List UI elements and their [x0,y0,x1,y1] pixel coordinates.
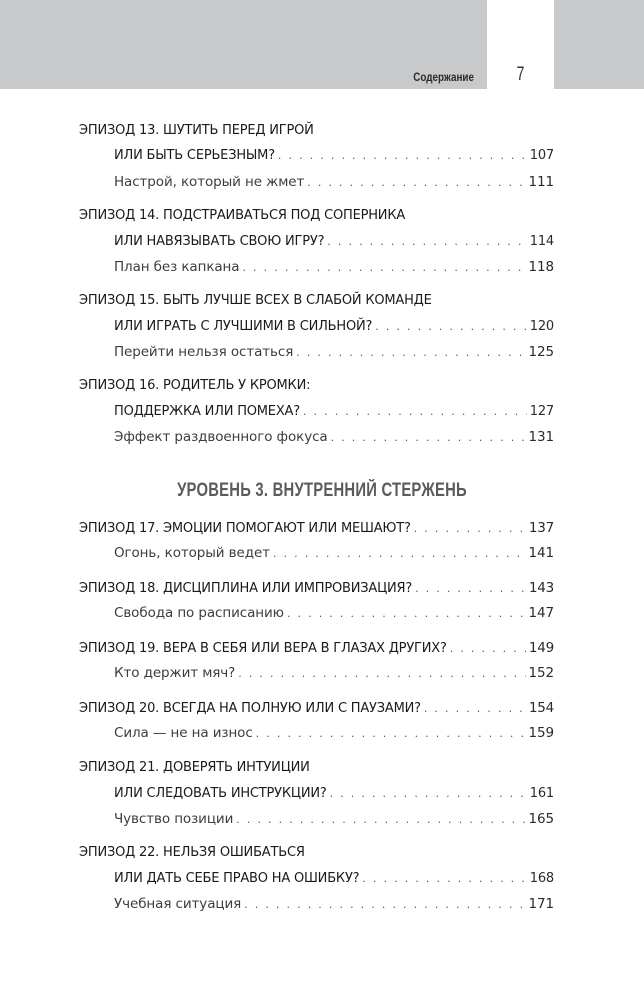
toc-episode-22-title-cont[interactable]: ИЛИ ДАТЬ СЕБЕ ПРАВО НА ОШИБКУ? . . . 168 [114,868,554,890]
leader-dots [424,698,526,720]
toc-episode-17-subsection[interactable]: Огонь, который ведет . . . 141 [114,542,554,564]
toc-episode-19-subsection[interactable]: Кто держит мяч? . . . 152 [114,662,554,684]
leader-dots [236,809,525,831]
leader-dots [242,257,525,279]
page-ref: 114 [529,234,554,249]
toc-episode-15-title-cont[interactable]: ИЛИ ИГРАТЬ С ЛУЧШИМИ В СИЛЬНОЙ? . . . 120 [114,316,554,338]
page-ref: 120 [529,319,554,334]
page-ref: 118 [528,259,554,275]
page-ref: 107 [529,148,554,163]
toc-episode-18-subsection[interactable]: Свобода по расписанию . . . 147 [114,602,554,624]
page-ref: 111 [528,174,554,190]
toc-episode-14-title-cont[interactable]: ИЛИ НАВЯЗЫВАТЬ СВОЮ ИГРУ? . . . 114 [114,231,554,253]
running-head: Содержание [413,70,474,84]
page-number: 7 [516,64,525,85]
toc-episode-14-title[interactable]: ЭПИЗОД 14. ПОДСТРАИВАТЬСЯ ПОД СОПЕРНИКА [79,208,406,223]
leader-dots [415,578,526,600]
toc-episode-13-subsection[interactable]: Настрой, который не жмет . . . 111 [114,171,554,193]
page-ref: 125 [528,344,554,360]
toc-episode-14-subsection[interactable]: План без капкана . . . 118 [114,256,554,278]
toc-episode-21-subsection[interactable]: Чувство позиции . . . 165 [114,808,554,830]
toc-episode-13-title-cont[interactable]: ИЛИ БЫТЬ СЕРЬЕЗНЫМ? . . . 107 [114,145,554,167]
leader-dots [303,401,527,423]
page-ref: 154 [528,700,554,716]
leader-dots [330,783,527,805]
page-ref: 131 [528,429,554,445]
toc-episode-22-title[interactable]: ЭПИЗОД 22. НЕЛЬЗЯ ОШИБАТЬСЯ [79,845,305,860]
page-ref: 152 [528,665,554,681]
toc-episode-13-title[interactable]: ЭПИЗОД 13. ШУТИТЬ ПЕРЕД ИГРОЙ [79,123,314,138]
leader-dots [307,172,525,194]
page-ref: 127 [529,404,554,419]
leader-dots [375,316,527,338]
leader-dots [256,723,526,745]
page-ref: 159 [528,725,554,741]
toc-episode-21-title-cont[interactable]: ИЛИ СЛЕДОВАТЬ ИНСТРУКЦИИ? . . . 161 [114,783,554,805]
leader-dots [450,638,526,660]
toc-episode-20-title[interactable]: ЭПИЗОД 20. ВСЕГДА НА ПОЛНУЮ ИЛИ С ПАУЗАМИ? . . . 154 [79,697,554,719]
leader-dots [296,342,525,364]
leader-dots [414,518,526,540]
leader-dots [278,145,527,167]
leader-dots [238,663,525,685]
level-heading: УРОВЕНЬ 3. ВНУТРЕННИЙ СТЕРЖЕНЬ [177,480,467,501]
page-ref: 149 [528,640,554,656]
toc-episode-18-title[interactable]: ЭПИЗОД 18. ДИСЦИПЛИНА ИЛИ ИМПРОВИЗАЦИЯ? . . . 143 [79,577,554,599]
leader-dots [362,868,526,890]
toc-episode-16-subsection[interactable]: Эффект раздвоенного фокуса . . . 131 [114,426,554,448]
page-ref: 168 [529,871,554,886]
page-ref: 171 [528,896,554,912]
toc-episode-19-title[interactable]: ЭПИЗОД 19. ВЕРА В СЕБЯ ИЛИ ВЕРА В ГЛАЗАХ ДРУГИХ? . . . 149 [79,637,554,659]
page-ref: 161 [529,786,554,801]
page-ref: 141 [528,545,554,561]
page-ref: 147 [528,605,554,621]
page-ref: 143 [528,580,554,596]
toc-episode-22-subsection[interactable]: Учебная ситуация . . . 171 [114,893,554,915]
toc-episode-20-subsection[interactable]: Сила — не на износ . . . 159 [114,722,554,744]
toc-episode-16-title-cont[interactable]: ПОДДЕРЖКА ИЛИ ПОМЕХА? . . . 127 [114,401,554,423]
page-ref: 137 [528,520,554,536]
leader-dots [331,427,526,449]
page-ref: 165 [528,811,554,827]
leader-dots [244,894,525,916]
leader-dots [287,603,526,625]
leader-dots [327,231,526,253]
toc-episode-17-title[interactable]: ЭПИЗОД 17. ЭМОЦИИ ПОМОГАЮТ ИЛИ МЕШАЮТ? . . . 137 [79,517,554,539]
toc-episode-15-subsection[interactable]: Перейти нельзя остаться . . . 125 [114,341,554,363]
toc-episode-16-title[interactable]: ЭПИЗОД 16. РОДИТЕЛЬ У КРОМКИ: [79,378,311,393]
leader-dots [273,543,526,565]
toc-episode-15-title[interactable]: ЭПИЗОД 15. БЫТЬ ЛУЧШЕ ВСЕХ В СЛАБОЙ КОМАНДЕ [79,293,432,308]
toc-episode-21-title[interactable]: ЭПИЗОД 21. ДОВЕРЯТЬ ИНТУИЦИИ [79,760,310,775]
